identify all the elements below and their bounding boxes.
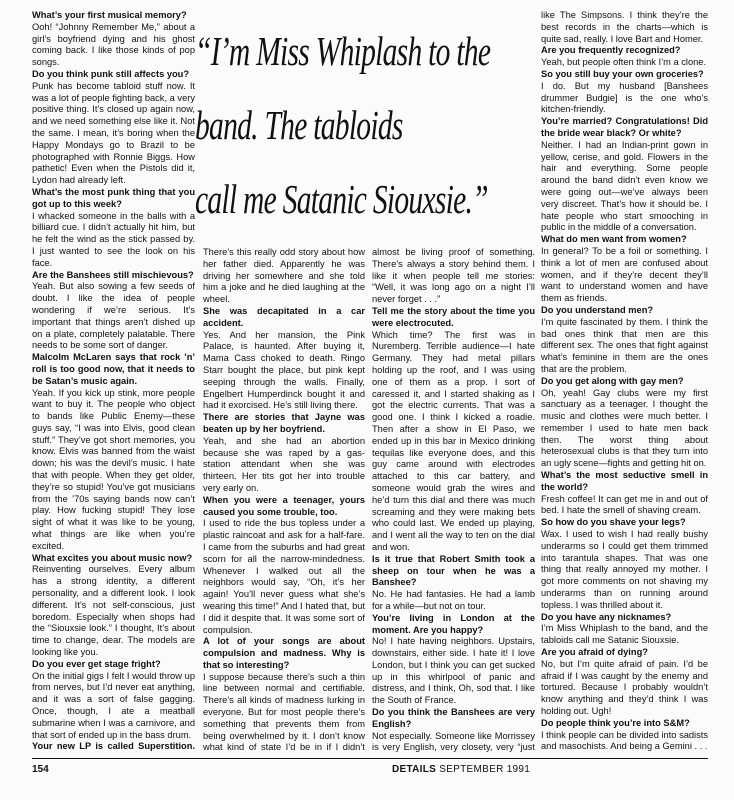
- answer: Neither. I had an Indian-print gown in yellow, cerise, and gold. Flowers in the hair and everything. Some people around the band didn’t even know we were going out—we’ve always been very discreet. That’s how it should be. I hate people who start smooching in public in the middle of a conversation.: [541, 139, 708, 233]
- answer: Yeah, but people often think I’m a clone.: [541, 57, 707, 68]
- answer: like The Simpsons. I think they’re the best records in the charts—which is quite sad, really. I love Bart and Homer.: [541, 10, 708, 44]
- answer: Not especially. Someone like Morrissey is very English, very closety, very “just: [372, 730, 535, 752]
- answer: Fresh coffee! It can get me in and out of bed. I hate the smell of shaving cream.: [541, 493, 708, 516]
- answer: In general? To be a foil or something. I think a lot of men are confused about women, and if they’re decent they’ll want to understand women and have them as friends.: [541, 245, 708, 304]
- answer: almost be living proof of something. There’s always a story behind them. I like it when people tell me stories: “Well, it was long ago on a night I’ll never forget . . .”: [372, 247, 535, 305]
- pull-quote-line-3: call me Satanic Siouxsie.”: [195, 176, 488, 222]
- answer: Oh, yeah! Gay clubs were my first sanctuary as a teenager. I thought the music and clothes were much better. I remember I used to hate men back then. The worst thing about heterosexual clubs is that they turn into an ugly scene—fights and getting hit on.: [541, 387, 708, 469]
- question: Malcolm McLaren says that rock ’n’ roll is too good now, that it needs to be Satan’s music again.: [32, 352, 195, 386]
- question: Do you understand men?: [541, 304, 654, 315]
- answer: Yes. And her mansion, the Pink Palace, is haunted. After buying it, Mama Cass choked to death. Ringo Starr bought the place, but pink kept seeping through the walls. Finally, Engelbert Humperdinck bought it and had it exorcised. He’s still living there.: [203, 329, 365, 411]
- column-3: [372, 247, 535, 752]
- question: Are the Banshees still mischievous?: [32, 269, 194, 280]
- footer-rule: [32, 758, 708, 759]
- question: Do you think punk still affects you?: [32, 68, 190, 79]
- pull-quote: [195, 14, 541, 242]
- answer: I used to ride the bus topless under a plastic raincoat and ask for a half-fare. I came from the suburbs and had great scorn for all the narrow-mindedness. Whenever I walked out all the neighbors would say, “Oh, it’s her again! You’ll never guess what she’s wearing this time!” And I hated that, but I did it despite that. It was some sort of compulsion.: [203, 518, 365, 635]
- answer: I whacked someone in the balls with a billiard cue. I didn’t actually hit him, but he felt the wind as the stick passed by. I just wanted to see the look on his face.: [32, 210, 195, 268]
- magazine-name: DETAILS: [392, 764, 437, 775]
- question: She was decapitated in a car accident.: [203, 305, 365, 328]
- answer: Punk has become tabloid stuff now. It was a lot of people fighting back, a very positive thing. It’s closed up again now, and we need something else like it. Not the same. I mean, it’s boring when the Happy Mondays go to Brazil to be photographed with Ronnie Biggs. How pathetic! Even when the Pistols did it, Lydon had already left.: [32, 80, 195, 186]
- answer: No, but I’m quite afraid of pain. I’d be afraid if I was caught by the enemy and tortured. Because I probably wouldn’t know anything and they’d think I was holding out. Ugh!: [541, 658, 708, 717]
- question: So you still buy your own groceries?: [541, 68, 704, 79]
- issue-date: SEPTEMBER 1991: [439, 764, 531, 775]
- question: Are you afraid of dying?: [541, 647, 648, 658]
- question: What’s your first musical memory?: [32, 10, 187, 20]
- question: Tell me the story about the time you were electrocuted.: [372, 305, 535, 328]
- question: What excites you about music now?: [32, 552, 193, 563]
- answer: Yeah, and she had an abortion because she was raped by a gas-station attendant when she was thirteen. Her tits got her into trouble very early on.: [203, 435, 365, 493]
- question: Do you ever get stage fright?: [32, 658, 161, 669]
- question: So how do you shave your legs?: [541, 517, 686, 528]
- answer: Reinventing ourselves. Every album has a strong identity, a different personality, and a different look. I look different. It’s not self-conscious, just boredom. Especially when shops had the “Siouxsie look.” I thought, It’s about time to change, dear. The models are looking like you.: [32, 564, 195, 658]
- pull-quote-line-2: band. The tabloids: [195, 102, 403, 148]
- column-2: [203, 247, 365, 752]
- answer: I’m quite fascinated by them. I think the bad ones think that men are this different sex. The ones that fight against what’s feminine in them are the ones that are the problem.: [541, 316, 708, 374]
- page-number: 154: [32, 764, 49, 775]
- answer: Yeah. If you kick up stink, more people want to buy it. The people who object to bands like Public Enemy—these guys say, “I was into Elvis, good clean stuff.” They’ve got short memories, you know. Elvis was banned from the waist down; his was the devil’s music. I hate that with people. When they get older, they’re so stupid! You’ve got musicians from the ’70s saying bands now can’t play. How fucking stupid! They lose sight of what it was like to be young, what things are like when you’re excited.: [32, 387, 195, 551]
- answer: No! I hate having neighbors. Upstairs, downstairs, either side. I hate it! I love London, but I think you can get sucked up in this whirlpool of panic and distress, and I think, Oh, sod that. I like the South of France.: [372, 636, 535, 706]
- question: Are you frequently recognized?: [541, 45, 681, 56]
- answer: I suppose because there’s such a thin line between normal and certifiable. There’s all kinds of madness lurking in everyone. But for most people there’s something that prevents them from being overwhelmed by it. I don’t know what kind of state I’d be in if I didn’t: [203, 671, 365, 752]
- question: What’s the most seductive smell in the world?: [541, 470, 708, 492]
- question: Do you have any nicknames?: [541, 611, 672, 622]
- question: When you were a teenager, yours caused you some trouble, too.: [203, 494, 365, 517]
- column-1: [32, 10, 195, 752]
- question: What do men want from women?: [541, 234, 687, 245]
- pull-quote-line-1: “I’m Miss Whiplash to the: [195, 28, 491, 74]
- answer: I think people can be divided into sadists and masochists. And being a Gemini . . .: [541, 729, 708, 752]
- question: You’re married? Congratulations! Did the bride wear black? Or white?: [541, 116, 708, 138]
- answer: No. He had fantasies. He had a lamb for a while—but not on tour.: [372, 589, 535, 611]
- question: Do people think you’re into S&M?: [541, 717, 690, 728]
- answer: I do. But my husband [Banshees drummer Budgie] is the one who’s kitchen-friendly.: [541, 80, 708, 115]
- question: A lot of your songs are about compulsion and madness. Why is that so interesting?: [203, 636, 365, 670]
- answer: Which time? The first was in Nuremberg. Terrible audience—I hate Germany. They had metal pillars holding up the roof, and I was using one of them as a prop. I sort of caressed it, and I started shaking as I got the electric currents. That was a good one. I think I kicked a roadie. Then after a show in El Paso, we ended up in this bar in Mexico drinking tequilas like everyone does, and this guy came around with electrodes attached to this car battery, and someone would grab the wires and he’d turn this dial and there was much screaming and they were making bets who could last. We ended up playing, and I went all the way to ten on the dial and won.: [372, 329, 535, 552]
- answer: Yeah. But also sowing a few seeds of doubt. I like the idea of people wondering if we’re serious. It’s important that things aren’t dished up on a plate, completely palatable. There needs to be some sort of danger.: [32, 281, 195, 351]
- question: Do you think the Banshees are very English?: [372, 707, 535, 729]
- answer: Ooh! “Johnny Remember Me,” about a girl’s boyfriend dying and his ghost coming back. I like those kinds of pop songs.: [32, 21, 195, 68]
- answer: On the initial gigs I felt I would throw up from nerves, but I’d never eat anything, and it was a sort of false gagging. Once, though, I ate a meatball submarine when I was a carnivore, and that sort of ended up in the bass drum.: [32, 670, 195, 740]
- answer: Wax. I used to wish I had really bushy underarms so I could get them trimmed into tarantula shapes. That was one thing that really annoyed my mother. I got more comments on not shaving my underarms than on running around topless. I was thrilled about it.: [541, 529, 708, 610]
- column-4: [541, 10, 708, 752]
- question: You’re living in London at the moment. Are you happy?: [372, 612, 535, 635]
- question: Is it true that Robert Smith took a sheep on tour when he was a Banshee?: [372, 553, 535, 588]
- question: Your new LP is called Superstition.: [32, 741, 195, 752]
- question: Do you get along with gay men?: [541, 375, 684, 386]
- magazine-footer: [392, 764, 530, 775]
- answer: There’s this really odd story about how her father died. Apparently he was driving her somewhere and she told him a joke and he died laughing at the wheel.: [203, 247, 365, 305]
- question: What’s the most punk thing that you got up to this week?: [32, 186, 195, 209]
- question: There are stories that Jayne was beaten up by her boyfriend.: [203, 412, 365, 434]
- answer: I’m Miss Whiplash to the band, and the tabloids call me Satanic Siouxsie.: [541, 623, 708, 646]
